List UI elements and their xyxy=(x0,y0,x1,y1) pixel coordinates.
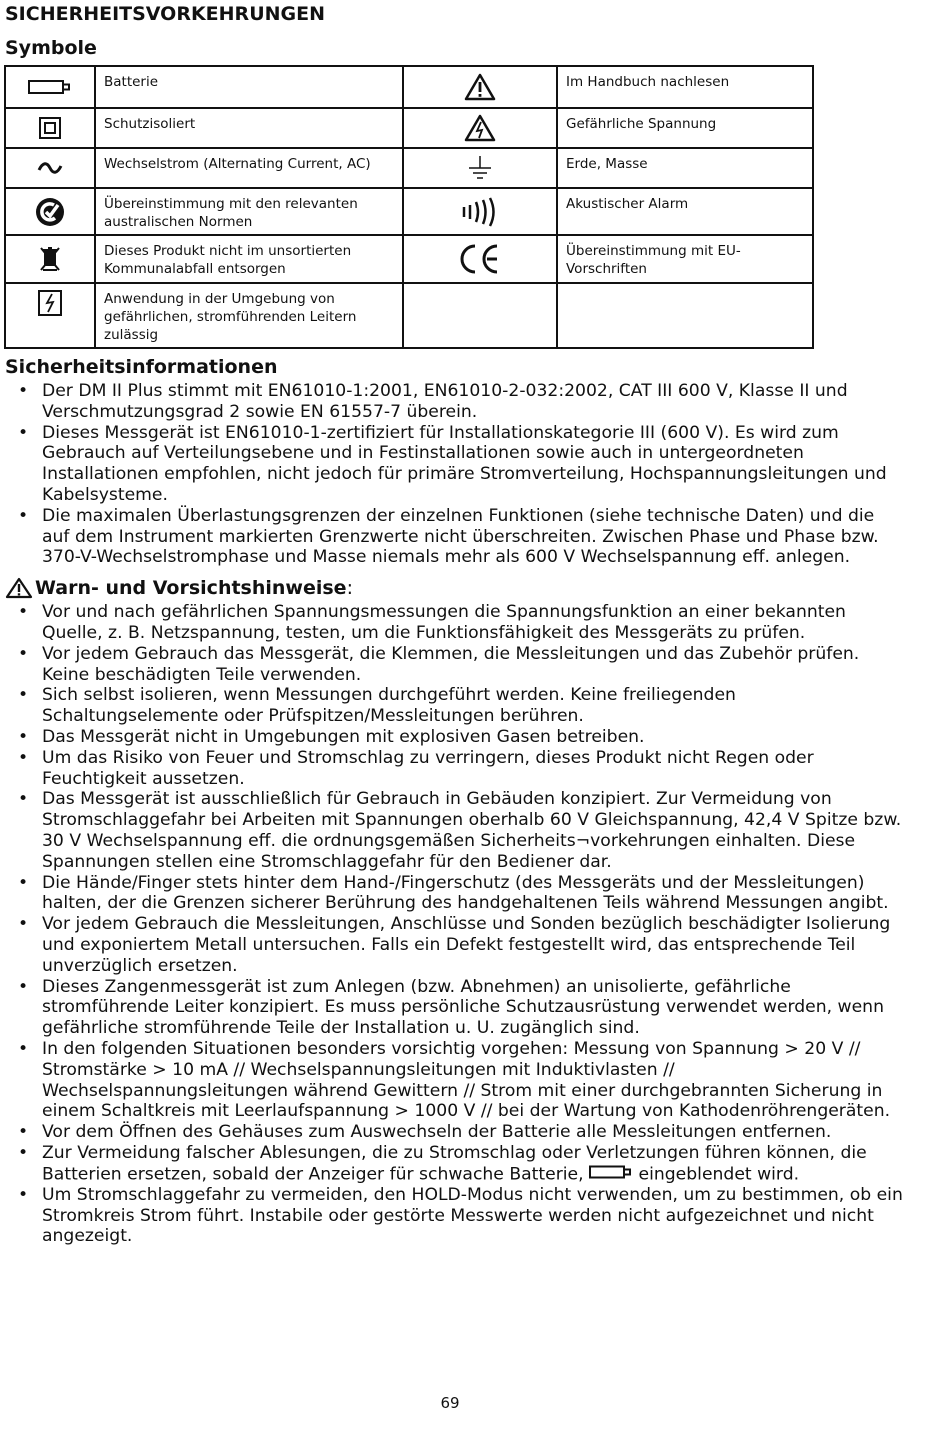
list-item xyxy=(4,1143,904,1185)
warnings-heading xyxy=(5,576,904,600)
empty-cell xyxy=(403,283,557,348)
symbol-row xyxy=(5,148,813,188)
symbols-heading: Symbole xyxy=(5,37,97,59)
page-title: SICHERHEITSVORKEHRUNGEN xyxy=(5,3,325,25)
list-item: • Vor jedem Gebrauch das Messgerät, die Klemmen, die Messleitungen und das Zubehör prüfen. Keine beschädigten Teile verwenden. xyxy=(4,644,904,686)
symbol-label: Schutzisoliert xyxy=(95,108,403,148)
symbol-label: Dieses Produkt nicht im unsortierten Kommunalabfall entsorgen xyxy=(95,235,403,283)
symbol-label: Wechselstrom (Alternating Current, AC) xyxy=(95,148,403,188)
symbol-row xyxy=(5,235,813,283)
symbol-row xyxy=(5,66,813,108)
symbol-label: Batterie xyxy=(95,66,403,108)
list-item: • In den folgenden Situationen besonders vorsichtig vorgehen: Messung von Spannung > 20 V // Stromstärke > 10 mA // Wechselspannungsleitungen mit Induktivlasten // Wechselspannungsleitungen während Gewittern // Strom mit einer durchgebrannten Sicherung in einem Schaltkreis mit Leerlaufspannung > 1000 V // bei der Wartung von Kathodenröhrengeräten. xyxy=(4,1039,904,1122)
safety-heading: Sicherheitsinformationen xyxy=(5,356,278,378)
list-item: • Sich selbst isolieren, wenn Messungen durchgeführt werden. Keine freiliegenden Schaltungselemente oder Prüfspitzen/Messleitungen berühren. xyxy=(4,685,904,727)
symbol-row xyxy=(5,108,813,148)
list-item: • Dieses Zangenmessgerät ist zum Anlegen (bzw. Abnehmen) an unisolierte, gefährliche stromführende Leiter konzipiert. Es muss persönliche Schutzausrüstung verwendet werden, wenn gefährliche stromführende Teile der Installation u. U. zugänglich sind. xyxy=(4,977,904,1039)
symbol-label: Übereinstimmung mit den relevanten australischen Normen xyxy=(95,188,403,235)
symbols-table xyxy=(4,65,814,349)
battery-warning-text-end: eingeblendet wird. xyxy=(638,1164,800,1185)
safety-list xyxy=(4,381,904,568)
list-item: • Um das Risiko von Feuer und Stromschlag zu verringern, dieses Produkt nicht Regen oder Feuchtigkeit aussetzen. xyxy=(4,748,904,790)
page-number: 69 xyxy=(440,1394,460,1412)
symbol-label: Erde, Masse xyxy=(557,148,813,188)
list-item: • Vor jedem Gebrauch die Messleitungen, Anschlüsse und Sonden bezüglich beschädigter Isolierung und exponiertem Metall untersuchen. Falls ein Defekt festgestellt wird, das entsprechende Teil unverzüglich ersetzen. xyxy=(4,914,904,976)
weee-bin-icon xyxy=(5,235,95,283)
list-item: • Die maximalen Überlastungsgrenzen der einzelnen Funktionen (siehe technische Daten) und die auf dem Instrument markierten Grenzwerte nicht überschreiten. Zwischen Phase und Phase bzw. 370-V-Wechselstromphase und Masse niemals mehr als 600 V Wechselspannung eff. anlegen. xyxy=(4,506,904,568)
double-insulation-icon xyxy=(5,108,95,148)
battery-warning-text: Zur Vermeidung falscher Ablesungen, die zu Stromschlag oder Verletzungen führen können, die Batterien ersetzen, sobald der Anzeiger für schwache Batterie, xyxy=(42,1142,867,1185)
c-tick-icon xyxy=(5,188,95,235)
manual-page xyxy=(4,0,904,1247)
symbol-label: Im Handbuch nachlesen xyxy=(557,66,813,108)
high-voltage-triangle-icon xyxy=(403,108,557,148)
warnings-list xyxy=(4,602,904,1247)
list-item: • Vor und nach gefährlichen Spannungsmessungen die Spannungsfunktion an einer bekannten Quelle, z. B. Netzspannung, testen, um die Funktionsfähigkeit des Messgeräts zu prüfen. xyxy=(4,602,904,644)
list-item: • Das Messgerät nicht in Umgebungen mit explosiven Gasen betreiben. xyxy=(4,727,904,748)
warning-triangle-icon xyxy=(403,66,557,108)
list-item: • Dieses Messgerät ist EN61010-1-zertifiziert für Installationskategorie III (600 V). Es wird zum Gebrauch auf Verteilungsebene und in Festinstallationen sowie auch in untergeordneten Installationen empfohlen, nicht jedoch für primäre Stromverteilung, Hochspannungsleitungen und Kabelsysteme. xyxy=(4,423,904,506)
symbol-label: Akustischer Alarm xyxy=(557,188,813,235)
symbol-row xyxy=(5,188,813,235)
symbol-label: Anwendung in der Umgebung von gefährlichen, stromführenden Leitern zulässig xyxy=(95,283,403,348)
ac-wave-icon xyxy=(5,148,95,188)
list-item: • Das Messgerät ist ausschließlich für Gebrauch in Gebäuden konzipiert. Zur Vermeidung von Stromschlaggefahr bei Arbeiten mit Spannungen oberhalb 60 V Gleichspannung, 42,4 V Spitze bzw. 30 V Wechselspannung eff. die ordnungsgemäßen Sicherheits¬vorkehrungen einhalten. Diese Spannungen stellen eine Stromschlaggefahr für den Bediener dar. xyxy=(4,789,904,872)
ground-icon xyxy=(403,148,557,188)
list-item: • Vor dem Öffnen des Gehäuses zum Auswechseln der Batterie alle Messleitungen entfernen. xyxy=(4,1122,904,1143)
warnings-heading-colon: : xyxy=(346,577,353,600)
warning-triangle-icon xyxy=(5,577,33,599)
warnings-heading-text: Warn- und Vorsichtshinweise xyxy=(35,577,347,600)
battery-icon xyxy=(5,66,95,108)
sound-alarm-icon xyxy=(403,188,557,235)
ce-mark-icon xyxy=(403,235,557,283)
list-item: • Die Hände/Finger stets hinter dem Hand-/Fingerschutz (des Messgeräts und der Messleitungen) halten, der die Grenzen sicherer Berührung des handgehaltenen Teils während Messungen angibt. xyxy=(4,873,904,915)
live-conductor-icon xyxy=(5,283,95,348)
list-item: • Der DM II Plus stimmt mit EN61010-1:2001, EN61010-2-032:2002, CAT III 600 V, Klasse II und Verschmutzungsgrad 2 sowie EN 61557-7 überein. xyxy=(4,381,904,423)
list-item: • Um Stromschlaggefahr zu vermeiden, den HOLD-Modus nicht verwenden, um zu bestimmen, ob ein Stromkreis Strom führt. Instabile oder gestörte Messwerte werden nicht aufgezeichnet und nicht angezeigt. xyxy=(4,1185,904,1247)
battery-icon xyxy=(589,1164,633,1185)
symbol-label: Übereinstimmung mit EU-Vorschriften xyxy=(557,235,813,283)
symbol-row xyxy=(5,283,813,348)
symbol-label: Gefährliche Spannung xyxy=(557,108,813,148)
empty-cell xyxy=(557,283,813,348)
